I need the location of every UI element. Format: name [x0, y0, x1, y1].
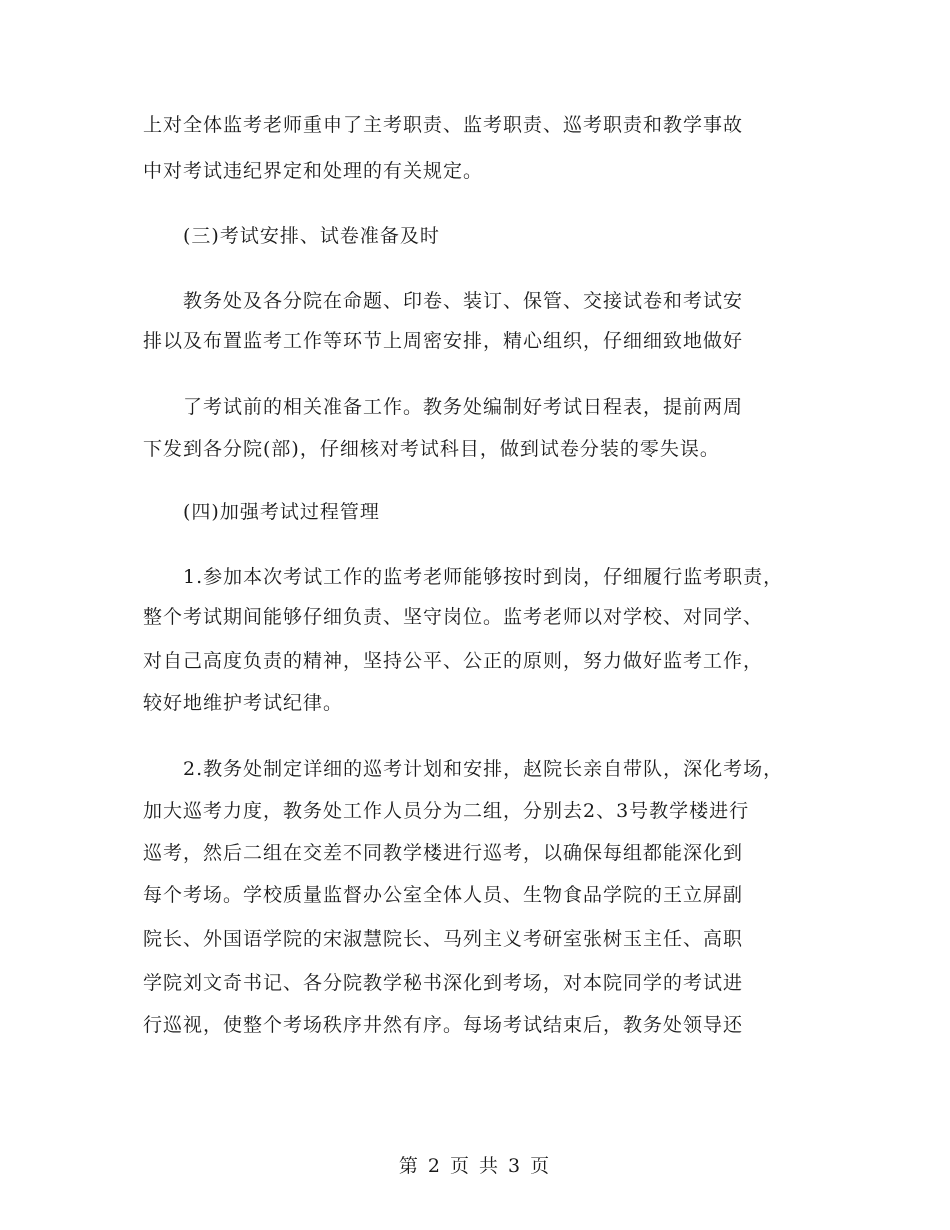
paragraph-line: 对自己高度负责的精神，坚持公平、公正的原则，努力做好监考工作，	[143, 650, 764, 672]
paragraph-line: 2.教务处制定详细的巡考计划和安排，赵院长亲自带队，深化考场，	[183, 758, 784, 780]
paragraph-line: 行巡视，使整个考场秩序井然有序。每场考试结束后，教务处领导还	[143, 1014, 744, 1036]
paragraph-line: 巡考，然后二组在交差不同教学楼进行巡考，以确保每组都能深化到	[143, 842, 744, 864]
section-heading: (三)考试安排、试卷准备及时	[183, 225, 440, 247]
paragraph-line: 每个考场。学校质量监督办公室全体人员、生物食品学院的王立屏副	[143, 884, 744, 906]
page-number-footer: 第 2 页 共 3 页	[398, 1155, 552, 1177]
paragraph-line: 院长、外国语学院的宋淑慧院长、马列主义考研室张树玉主任、高职	[143, 928, 744, 950]
paragraph-line: 加大巡考力度，教务处工作人员分为二组，分别去2、3号教学楼进行	[143, 800, 750, 822]
paragraph-line: 上对全体监考老师重申了主考职责、监考职责、巡考职责和教学事故	[143, 114, 744, 136]
paragraph-line: 中对考试违纪界定和处理的有关规定。	[143, 160, 484, 182]
paragraph-line: 了考试前的相关准备工作。教务处编制好考试日程表，提前两周	[183, 396, 744, 418]
paragraph-line: 学院刘文奇书记、各分院教学秘书深化到考场，对本院同学的考试进	[143, 972, 744, 994]
section-heading: (四)加强考试过程管理	[183, 501, 380, 523]
paragraph-line: 整个考试期间能够仔细负责、坚守岗位。监考老师以对学校、对同学、	[143, 606, 764, 628]
paragraph-line: 下发到各分院(部)，仔细核对考试科目，做到试卷分装的零失误。	[143, 438, 720, 460]
paragraph-line: 排以及布置监考工作等环节上周密安排，精心组织，仔细细致地做好	[143, 330, 744, 352]
paragraph-line: 较好地维护考试纪律。	[143, 692, 344, 714]
paragraph-line: 1.参加本次考试工作的监考老师能够按时到岗，仔细履行监考职责，	[183, 566, 784, 588]
paragraph-line: 教务处及各分院在命题、印卷、装订、保管、交接试卷和考试安	[183, 290, 744, 312]
